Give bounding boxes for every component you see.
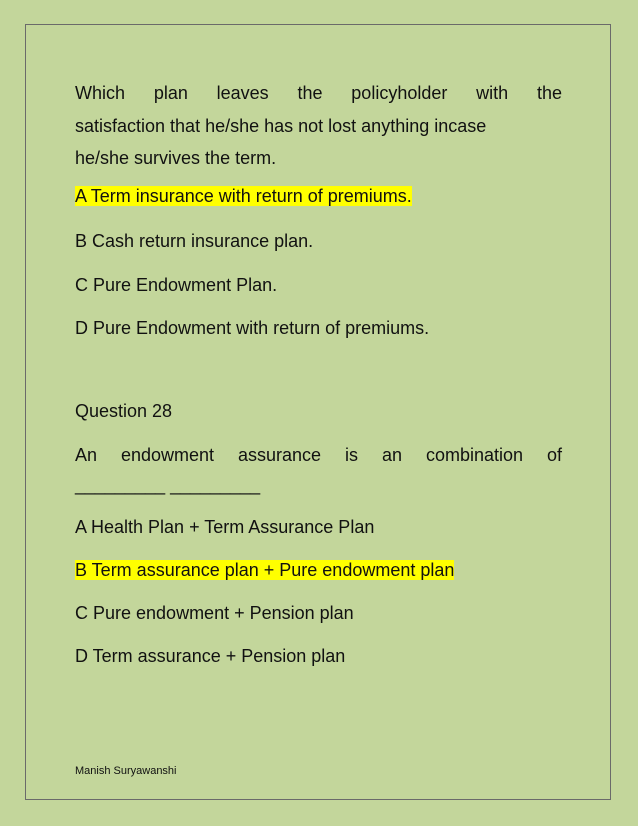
q28-word: is: [345, 445, 359, 465]
q28-word: of: [546, 445, 562, 465]
q27-stem-line-2: satisfaction that he/she has not lost anything incase: [75, 116, 487, 136]
q28-heading: Question 28: [75, 401, 173, 421]
q27-option-a: [75, 181, 562, 211]
q27-option-c: C Pure Endowment Plan.: [75, 275, 278, 295]
q27-option-d: D Pure Endowment with return of premiums.: [75, 318, 430, 338]
q27-stem-line-1: [75, 78, 562, 108]
q27-word: the: [536, 83, 562, 103]
q27-word: policyholder: [351, 83, 448, 103]
q28-blanks: _________ _________: [75, 475, 261, 495]
q28-word: endowment: [120, 445, 215, 465]
q27-stem-line-3: he/she survives the term.: [75, 148, 277, 168]
q28-word: An: [75, 445, 98, 465]
footer-author: Manish Suryawanshi: [75, 765, 177, 777]
q27-word: the: [297, 83, 323, 103]
q28-option-d: D Term assurance + Pension plan: [75, 646, 346, 666]
q28-option-a: A Health Plan + Term Assurance Plan: [75, 517, 375, 537]
q27-word: with: [476, 83, 509, 103]
q27-word: plan: [153, 83, 188, 103]
q27-option-a-text: A Term insurance with return of premiums.: [75, 186, 412, 206]
q28-option-b-text: B Term assurance plan + Pure endowment plan: [75, 560, 455, 580]
q27-word: leaves: [216, 83, 269, 103]
q27-word: Which: [75, 83, 126, 103]
q27-option-b: B Cash return insurance plan.: [75, 231, 314, 251]
q28-word: combination: [425, 445, 524, 465]
q28-word: an: [381, 445, 402, 465]
q28-word: assurance: [238, 445, 322, 465]
q28-stem-line-1: [75, 440, 562, 470]
q28-option-b: [75, 555, 562, 585]
q28-option-c: C Pure endowment + Pension plan: [75, 603, 354, 623]
